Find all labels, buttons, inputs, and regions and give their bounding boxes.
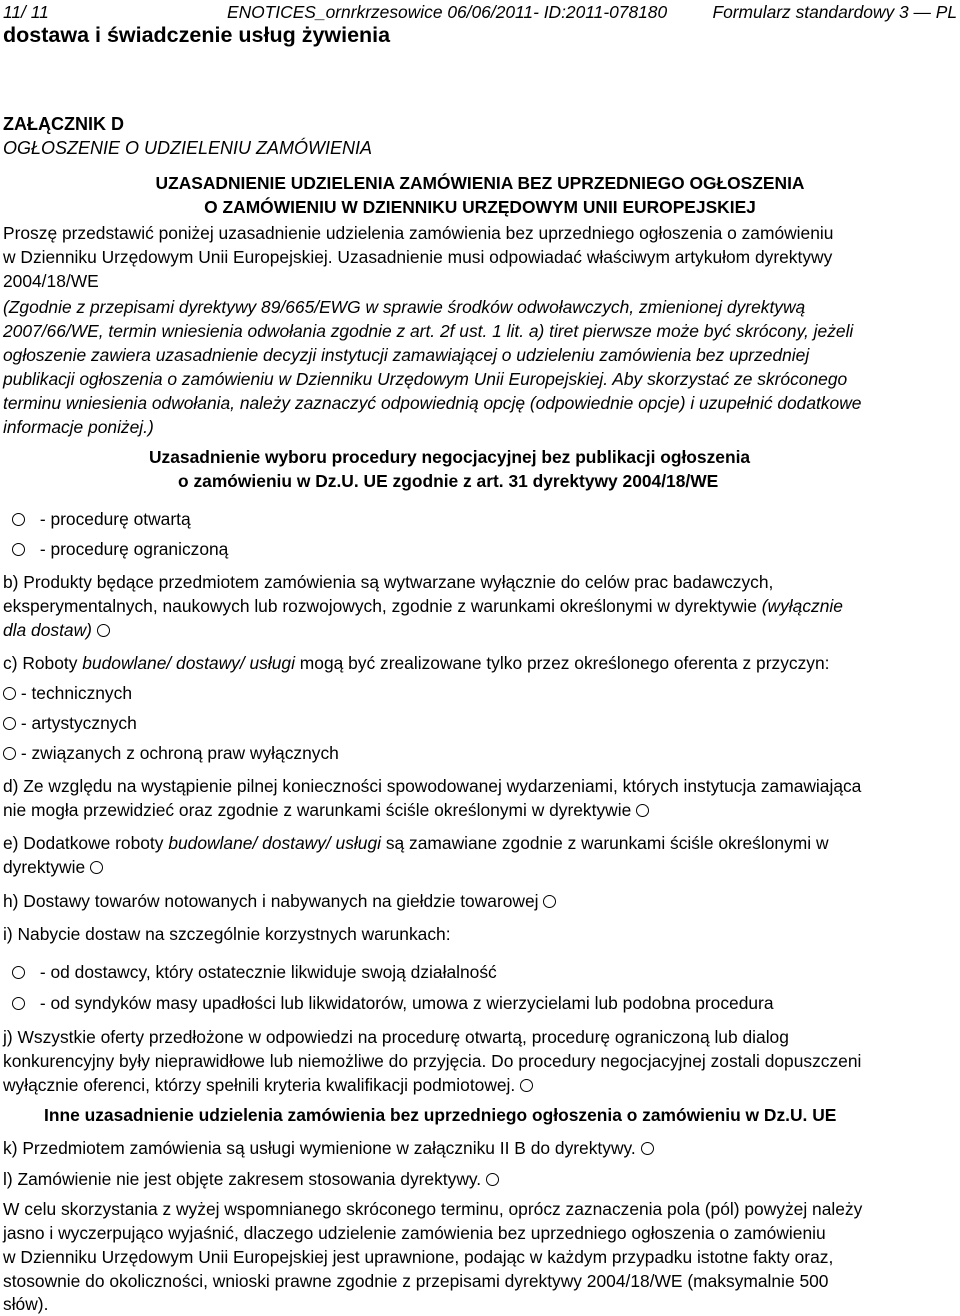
radio-icon[interactable] (12, 997, 25, 1010)
option-restricted-procedure[interactable] (12, 537, 228, 561)
item-e-text-c: są zamawiane zgodnie z warunkami ściśle określonymi w (385, 833, 829, 853)
footer-line-2: jasno i wyczerpująco wyjaśnić, dlaczego udzielenie zamówienia bez uprzedniego ogłoszenia o zamówieniu (3, 1223, 826, 1243)
radio-icon[interactable] (3, 717, 16, 730)
item-d-line-1: d) Ze względu na wystąpienie pilnej konieczności spowodowanej wydarzeniami, których instytucja zamawiająca (3, 776, 862, 796)
radio-icon[interactable] (97, 624, 110, 637)
item-e-text-a: e) Dodatkowe roboty (3, 833, 164, 853)
option-insolvency[interactable] (12, 991, 774, 1015)
option-liquidating-supplier[interactable] (12, 960, 497, 984)
option-technical-label: - technicznych (20, 683, 132, 703)
intro-line-1: Proszę przedstawić poniżej uzasadnienie udzielenia zamówienia bez uprzedniego ogłoszenia o zamówieniu (3, 223, 834, 243)
item-e-text-b: budowlane/ dostawy/ usługi (168, 833, 381, 853)
item-d-line-2-text: nie mogła przewidzieć oraz zgodnie z warunkami ściśle określonymi w dyrektywie (3, 800, 632, 820)
notice-id: ENOTICES_ornrkrzesowice 06/06/2011- ID:2011-078180 (227, 2, 668, 22)
annex-subtitle: OGŁOSZENIE O UDZIELENIU ZAMÓWIENIA (3, 138, 373, 158)
item-j-line-2: konkurencyjny były nieprawidłowe lub niemożliwe do przyjęcia. Do procedury negocjacyjnej zostali dopuszczeni (3, 1051, 862, 1071)
item-b-line-2a: eksperymentalnych, naukowych lub rozwojowych, zgodnie z warunkami określonymi w dyrektywie (3, 596, 757, 616)
option-restricted-label: - procedurę ograniczoną (39, 539, 229, 559)
item-b-line-1: b) Produkty będące przedmiotem zamówienia są wytwarzane wyłącznie do celów prac badawczych, (3, 572, 774, 592)
item-k (3, 1136, 654, 1160)
item-c-text-c: mogą być zrealizowane tylko przez określonego oferenta z przyczyn: (299, 653, 830, 673)
footer-line-4: stosownie do okoliczności, wnioski prawne zgodnie z przepisami dyrektywy 2004/18/WE (maksymalnie 500 (3, 1271, 829, 1291)
item-i: i) Nabycie dostaw na szczególnie korzystnych warunkach: (3, 924, 451, 944)
radio-icon[interactable] (12, 966, 25, 979)
intro-line-3: 2004/18/WE (3, 271, 99, 291)
section1-heading-2: o zamówieniu w Dz.U. UE zgodnie z art. 31 dyrektywy 2004/18/WE (178, 471, 719, 491)
other-heading: Inne uzasadnienie udzielenia zamówienia bez uprzedniego ogłoszenia o zamówieniu w Dz.U. UE (44, 1105, 837, 1125)
item-c-text-a: c) Roboty (3, 653, 78, 673)
radio-icon[interactable] (543, 895, 556, 908)
footer-line-5: słów). (3, 1294, 49, 1314)
item-l (3, 1167, 499, 1191)
annex-heading-2: O ZAMÓWIENIU W DZIENNIKU URZĘDOWYM UNII EUROPEJSKIEJ (204, 197, 756, 217)
radio-icon[interactable] (12, 513, 25, 526)
form-name: Formularz standardowy 3 — PL (712, 2, 957, 22)
radio-icon[interactable] (486, 1173, 499, 1186)
radio-icon[interactable] (520, 1079, 533, 1092)
note-line-6: informacje poniżej.) (3, 417, 154, 437)
radio-icon[interactable] (3, 687, 16, 700)
note-line-4 (3, 367, 847, 391)
radio-icon[interactable] (641, 1142, 654, 1155)
radio-icon[interactable] (12, 543, 25, 556)
note-line-3: ogłoszenie zawiera uzasadnienie decyzji instytucji zamawiającej o udzieleniu zamówienia bez uprzedniej (3, 345, 810, 365)
note-line-4b: Aby skorzystać ze skróconego (612, 369, 848, 389)
option-technical[interactable] (3, 681, 132, 705)
item-b-line-2b: (wyłącznie (761, 596, 843, 616)
option-insolvency-label: - od syndyków masy upadłości lub likwidatorów, umowa z wierzycielami lub podobna procedura (39, 993, 774, 1013)
annex-heading-1: UZASADNIENIE UDZIELENIA ZAMÓWIENIA BEZ UPRZEDNIEGO OGŁOSZENIA (155, 173, 805, 193)
option-exclusive-rights-label: - związanych z ochroną praw wyłącznych (20, 743, 339, 763)
item-j-line-1: j) Wszystkie oferty przedłożone w odpowiedzi na procedurę otwartą, procedurę ograniczoną lub dialog (3, 1027, 789, 1047)
item-j-line-3 (3, 1073, 533, 1097)
note-line-2a: 2007/66/WE, termin wniesienia odwołania zgodnie z art. 2f ust. 1 lit. (3, 321, 525, 341)
page-number: 11/ 11 (3, 2, 49, 22)
note-line-5: terminu wniesienia odwołania, należy zaznaczyć odpowiednią opcję (odpowiednie opcje) i uzupełnić dodatkowe (3, 393, 862, 413)
item-b-line-3 (3, 618, 110, 642)
intro-line-2a: w Dzienniku Urzędowym Unii Europejskiej. (3, 247, 333, 267)
note-line-2b: a) tiret pierwsze może być skrócony, jeżeli (528, 321, 854, 341)
item-e-line-2 (3, 855, 103, 879)
footer-line-1: W celu skorzystania z wyżej wspomnianego skróconego terminu, oprócz zaznaczenia pola (pól) powyżej należy (3, 1199, 863, 1219)
item-d-line-2 (3, 798, 649, 822)
footer-line-3: w Dzienniku Urzędowym Unii Europejskiej jest uprawnione, podając w każdym przypadku istotne fakty oraz, (3, 1247, 834, 1267)
item-e-line-1 (3, 831, 829, 855)
note-line-1: (Zgodnie z przepisami dyrektywy 89/665/EWG w sprawie środków odwoławczych, zmienionej dyrektywą (3, 297, 806, 317)
document-title: dostawa i świadczenie usług żywienia (3, 23, 391, 47)
item-l-text: l) Zamówienie nie jest objęte zakresem stosowania dyrektywy. (3, 1169, 482, 1189)
item-j-line-3-text: wyłącznie oferenci, którzy spełnili kryteria kwalifikacji podmiotowej. (3, 1075, 516, 1095)
annex-label: ZAŁĄCZNIK D (3, 114, 124, 134)
item-c-line-1 (3, 651, 830, 675)
option-artistic-label: - artystycznych (20, 713, 137, 733)
option-open-label: - procedurę otwartą (39, 509, 191, 529)
item-k-text: k) Przedmiotem zamówienia są usługi wymienione w załączniku II B do dyrektywy. (3, 1138, 636, 1158)
item-h (3, 889, 556, 913)
item-b-line-2 (3, 594, 843, 618)
option-artistic[interactable] (3, 711, 137, 735)
radio-icon[interactable] (3, 747, 16, 760)
radio-icon[interactable] (90, 861, 103, 874)
note-line-4a: publikacji ogłoszenia o zamówieniu w Dzienniku Urzędowym Unii Europejskiej. (3, 369, 609, 389)
note-line-2 (3, 319, 853, 343)
option-open-procedure[interactable] (12, 507, 191, 531)
section1-heading-1: Uzasadnienie wyboru procedury negocjacyjnej bez publikacji ogłoszenia (149, 447, 751, 467)
option-exclusive-rights[interactable] (3, 741, 339, 765)
item-h-text: h) Dostawy towarów notowanych i nabywanych na giełdzie towarowej (3, 891, 539, 911)
item-e-line-2-text: dyrektywie (3, 857, 86, 877)
option-liquidating-label: - od dostawcy, który ostatecznie likwiduje swoją działalność (39, 962, 497, 982)
intro-line-2b: Uzasadnienie musi odpowiadać właściwym artykułom dyrektywy (337, 247, 833, 267)
intro-line-2 (3, 245, 832, 269)
item-b-line-3-text: dla dostaw) (3, 620, 92, 640)
radio-icon[interactable] (636, 804, 649, 817)
item-c-text-b: budowlane/ dostawy/ usługi (82, 653, 295, 673)
